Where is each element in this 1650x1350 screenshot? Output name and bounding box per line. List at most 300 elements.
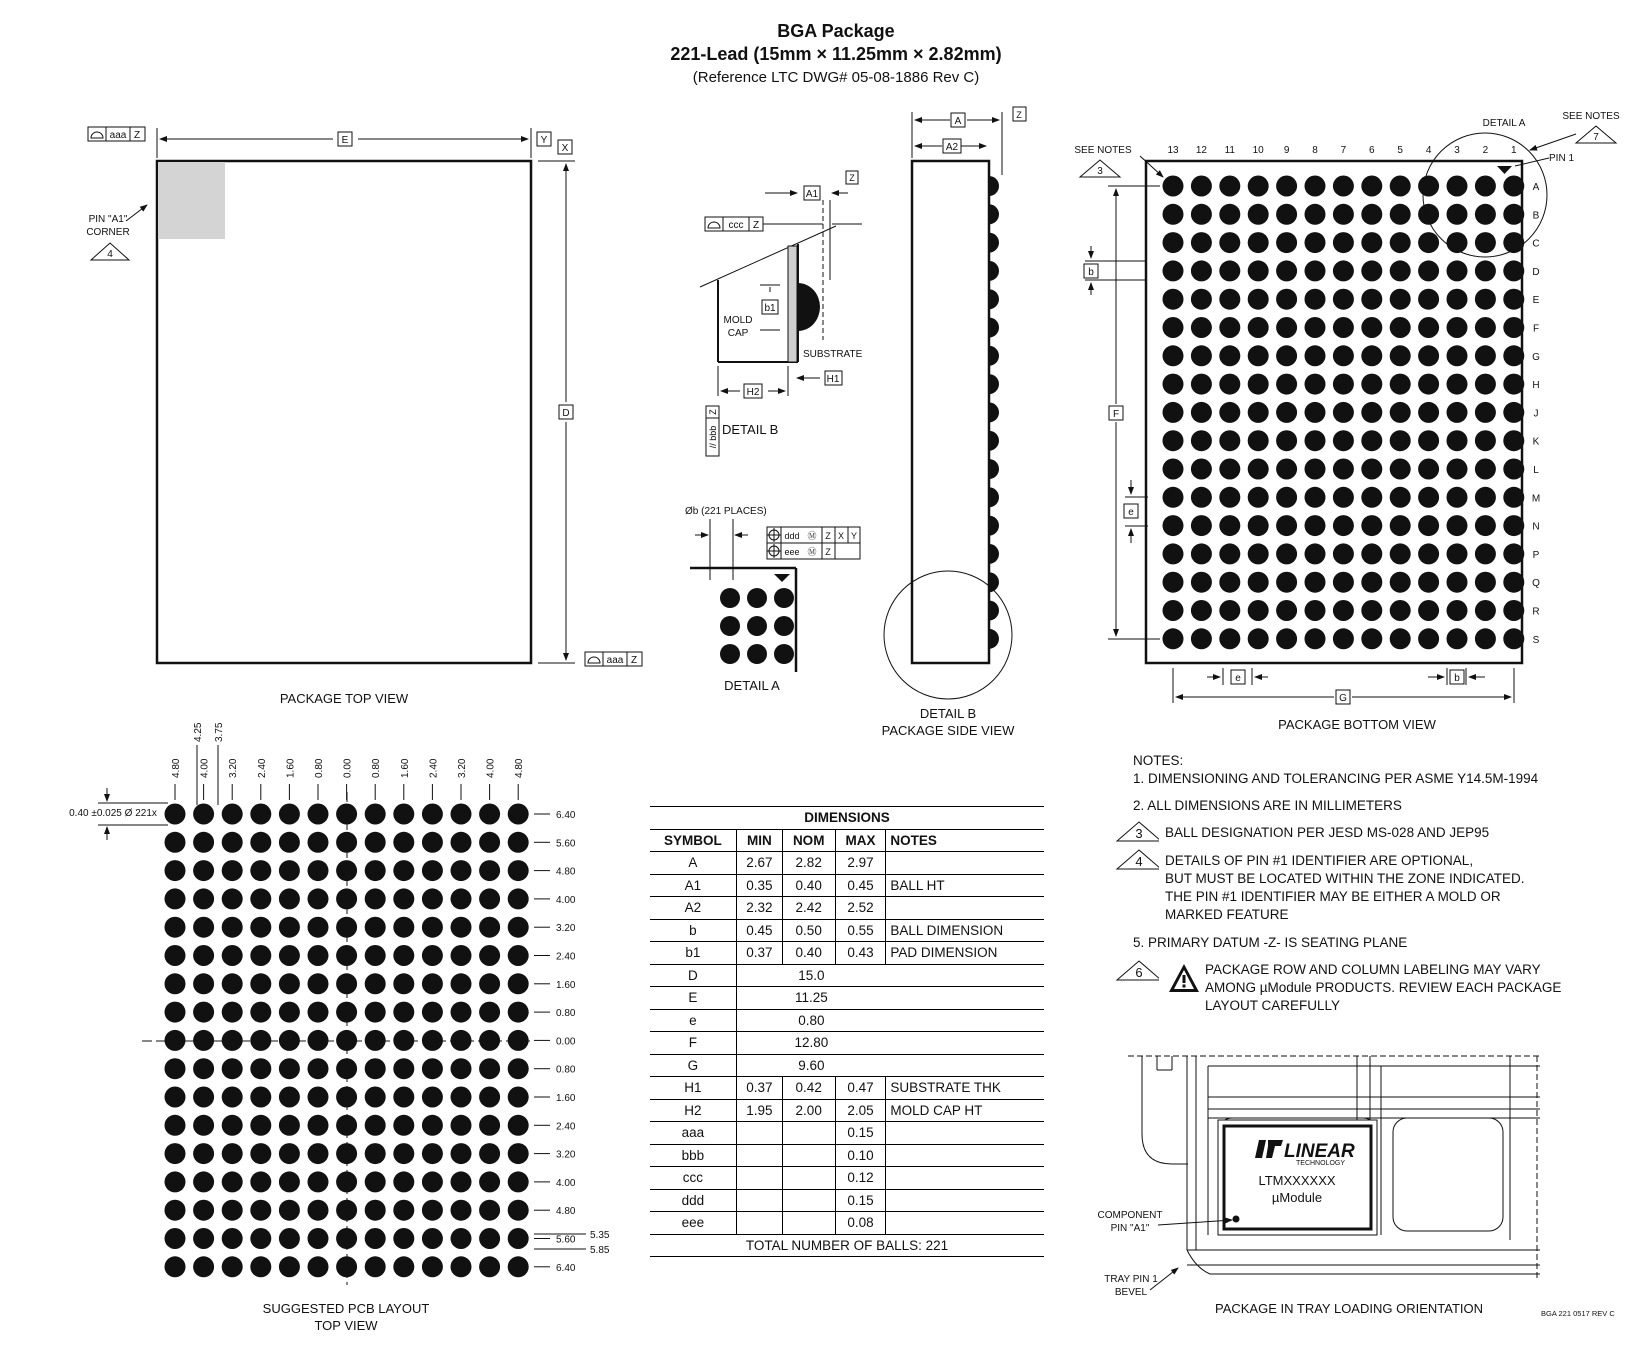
pcb-pad xyxy=(193,973,214,994)
ball xyxy=(1163,260,1184,281)
cell-symbol: E xyxy=(650,987,736,1010)
pcb-pad xyxy=(279,1228,300,1249)
table-row xyxy=(650,1099,1044,1122)
ball xyxy=(1248,628,1269,649)
detail-ball xyxy=(747,644,767,664)
ball xyxy=(1447,543,1468,564)
detail-ball xyxy=(774,588,794,608)
tol-bbb: // bbb xyxy=(708,425,718,449)
pcb-pad xyxy=(250,1002,271,1023)
pcb-pad xyxy=(451,1087,472,1108)
pcb-pad xyxy=(222,860,243,881)
pcb-row-label: 6.40 xyxy=(556,1262,576,1274)
pcb-pad xyxy=(250,860,271,881)
row-label: D xyxy=(1532,266,1540,278)
pcb-pad xyxy=(193,945,214,966)
note-3-triangle-icon xyxy=(1115,820,1159,842)
ball xyxy=(1503,543,1524,564)
ball xyxy=(1361,515,1382,536)
ball xyxy=(1248,572,1269,593)
ball xyxy=(1191,204,1212,225)
logo-text: LINEAR xyxy=(1284,1141,1355,1162)
pcb-pad xyxy=(508,860,529,881)
ball xyxy=(1248,204,1269,225)
pcb-col-label: 4.80 xyxy=(171,758,182,778)
ball xyxy=(1333,600,1354,621)
pcb-pad xyxy=(422,804,443,825)
ball xyxy=(1276,430,1297,451)
cell-notes xyxy=(886,1054,1044,1077)
table-row xyxy=(650,1144,1044,1167)
pcb-pad xyxy=(393,1171,414,1192)
side-ball xyxy=(989,204,999,224)
pcb-pad xyxy=(393,804,414,825)
dim-a2: A2 xyxy=(945,142,959,153)
ball xyxy=(1390,572,1411,593)
ball xyxy=(1248,232,1269,253)
tray-drawing xyxy=(1098,1056,1616,1318)
pcb-pad xyxy=(165,1200,186,1221)
side-body xyxy=(912,161,989,663)
dim-e-label: E xyxy=(341,135,349,146)
side-ball xyxy=(989,487,999,507)
ball xyxy=(1163,232,1184,253)
pcb-pad xyxy=(508,1171,529,1192)
pcb-pad xyxy=(279,1115,300,1136)
cell-min: 2.67 xyxy=(736,852,782,875)
col-nom: NOM xyxy=(782,829,835,852)
column-label: 11 xyxy=(1224,145,1235,156)
ball xyxy=(1475,345,1496,366)
side-ball xyxy=(989,346,999,366)
row-label: J xyxy=(1533,408,1539,420)
ball xyxy=(1361,543,1382,564)
ball xyxy=(1191,345,1212,366)
pcb-pad xyxy=(451,1228,472,1249)
ball xyxy=(1503,176,1524,197)
pcb-pad xyxy=(336,1030,357,1051)
pcb-col-label: 3.20 xyxy=(457,758,468,778)
component-pin-label: COMPONENT xyxy=(1097,1210,1163,1221)
pcb-pad xyxy=(308,1143,329,1164)
pcb-pad xyxy=(336,860,357,881)
cell-max: 0.43 xyxy=(835,942,886,965)
pcb-pad xyxy=(479,945,500,966)
pcb-pad xyxy=(165,1143,186,1164)
pcb-pad xyxy=(365,945,386,966)
ball xyxy=(1447,176,1468,197)
ball xyxy=(1191,232,1212,253)
cell-max: 0.12 xyxy=(835,1167,886,1190)
pcb-pad xyxy=(250,1087,271,1108)
pcb-pad xyxy=(250,804,271,825)
pcb-pad xyxy=(451,973,472,994)
tol-aaa-right: aaa xyxy=(606,655,624,666)
cell-notes: BALL HT xyxy=(886,874,1044,897)
pcb-pad xyxy=(193,1030,214,1051)
note-4-triangle-icon xyxy=(1115,848,1159,870)
pcb-pad xyxy=(479,1087,500,1108)
pcb-pad xyxy=(451,1200,472,1221)
pcb-pad xyxy=(365,1200,386,1221)
pcb-pad xyxy=(508,804,529,825)
pin-a1-corner-label: CORNER xyxy=(86,227,130,238)
pcb-pad xyxy=(422,1115,443,1136)
col-min: MIN xyxy=(736,829,782,852)
ball xyxy=(1503,374,1524,395)
pcb-pad xyxy=(279,804,300,825)
pcb-pad xyxy=(479,1058,500,1079)
note-3-marker: 3 xyxy=(1097,166,1103,177)
pcb-pad xyxy=(451,1058,472,1079)
pcb-row-label: 1.60 xyxy=(556,979,576,991)
pcb-pad xyxy=(479,1200,500,1221)
cell-notes xyxy=(886,1189,1044,1212)
pcb-pad xyxy=(393,1143,414,1164)
ball xyxy=(1447,317,1468,338)
pcb-row-labels xyxy=(534,810,610,1274)
ball xyxy=(1447,430,1468,451)
mold-cap-label-2: CAP xyxy=(727,328,749,339)
pcb-pad xyxy=(365,1087,386,1108)
pcb-pad xyxy=(336,1200,357,1221)
pcb-pad xyxy=(393,1002,414,1023)
ball xyxy=(1191,515,1212,536)
pcb-pad xyxy=(508,1002,529,1023)
pcb-pad xyxy=(308,1228,329,1249)
datum-y: Y xyxy=(540,135,548,146)
cell-max: 0.15 xyxy=(835,1122,886,1145)
pin-a1-label: PIN "A1" xyxy=(88,214,128,225)
ball xyxy=(1418,430,1439,451)
ball xyxy=(1475,628,1496,649)
ball xyxy=(1475,402,1496,423)
cell-notes xyxy=(886,1167,1044,1190)
ball xyxy=(1219,374,1240,395)
detail-b xyxy=(700,171,863,456)
pcb-pad xyxy=(193,832,214,853)
bottom-view-caption: PACKAGE BOTTOM VIEW xyxy=(1278,717,1436,732)
pcb-pad xyxy=(422,860,443,881)
ball xyxy=(1418,176,1439,197)
ball xyxy=(1333,459,1354,480)
pcb-pad xyxy=(250,945,271,966)
ball xyxy=(1219,345,1240,366)
cell-nom: 2.00 xyxy=(782,1099,835,1122)
ball xyxy=(1361,628,1382,649)
pcb-pad xyxy=(393,945,414,966)
pcb-pad xyxy=(479,1171,500,1192)
ccc-datum-z: Z xyxy=(752,220,760,231)
ball xyxy=(1503,289,1524,310)
pcb-pad xyxy=(250,917,271,938)
cell-max: 2.97 xyxy=(835,852,886,875)
pcb-pad xyxy=(308,1002,329,1023)
ball xyxy=(1333,232,1354,253)
ball xyxy=(1248,459,1269,480)
row-label: F xyxy=(1532,323,1540,335)
ball xyxy=(1475,232,1496,253)
ball xyxy=(1333,430,1354,451)
pcb-pad xyxy=(193,1171,214,1192)
ball xyxy=(1191,289,1212,310)
side-ball xyxy=(989,544,999,564)
pcb-pad xyxy=(393,1200,414,1221)
mold-cap-label: MOLD xyxy=(723,315,753,326)
pcb-pad xyxy=(165,1115,186,1136)
ball xyxy=(1191,487,1212,508)
pcb-pad xyxy=(193,1200,214,1221)
ball xyxy=(1276,374,1297,395)
cell-symbol: bbb xyxy=(650,1144,736,1167)
datum-z-right: Z xyxy=(630,655,638,666)
pcb-pad xyxy=(165,945,186,966)
detail-b-caption: DETAIL B xyxy=(722,422,779,437)
side-caption-1: DETAIL B xyxy=(919,706,977,721)
table-row xyxy=(650,919,1044,942)
ball xyxy=(1390,600,1411,621)
pcb-caption-1: SUGGESTED PCB LAYOUT xyxy=(262,1301,430,1316)
pcb-row-label: 4.80 xyxy=(556,1206,576,1218)
pcb-row-label: 0.80 xyxy=(556,1064,576,1076)
cell-symbol: b1 xyxy=(650,942,736,965)
pcb-pad xyxy=(393,860,414,881)
note-6-line-1: PACKAGE ROW AND COLUMN LABELING MAY VARY xyxy=(1205,962,1541,977)
ball xyxy=(1447,204,1468,225)
solder-ball xyxy=(798,283,820,331)
pcb-pad xyxy=(222,1200,243,1221)
detail-ball xyxy=(720,616,740,636)
ball xyxy=(1163,628,1184,649)
pcb-pad xyxy=(479,1228,500,1249)
pcb-pad xyxy=(365,917,386,938)
pin1-marker xyxy=(774,574,790,582)
cell-notes xyxy=(886,1009,1044,1032)
tol-aaa-top: aaa xyxy=(109,130,127,141)
ball xyxy=(1219,204,1240,225)
ball xyxy=(1191,402,1212,423)
pcb-pad xyxy=(508,1228,529,1249)
detail-ball xyxy=(720,644,740,664)
ball xyxy=(1305,204,1326,225)
pcb-pad xyxy=(422,1143,443,1164)
ball xyxy=(1276,487,1297,508)
pcb-pad xyxy=(165,888,186,909)
ball xyxy=(1361,487,1382,508)
ball xyxy=(1418,515,1439,536)
cell-nom xyxy=(782,1122,835,1145)
pcb-pad xyxy=(336,832,357,853)
note-5: 5. PRIMARY DATUM -Z- IS SEATING PLANE xyxy=(1133,935,1408,950)
pcb-pad xyxy=(193,1115,214,1136)
table-body xyxy=(650,852,1044,1235)
cell-symbol: A2 xyxy=(650,897,736,920)
pcb-pad xyxy=(279,832,300,853)
pcb-col-label: 0.80 xyxy=(314,758,325,778)
ball xyxy=(1447,515,1468,536)
row-label: H xyxy=(1532,380,1540,392)
cell-min: 0.37 xyxy=(736,1077,782,1100)
cell-span: 11.25 xyxy=(736,987,886,1010)
table-row xyxy=(650,1077,1044,1100)
ball xyxy=(1418,572,1439,593)
pcb-pad xyxy=(336,1002,357,1023)
table-row xyxy=(650,1032,1044,1055)
pcb-pad xyxy=(365,1030,386,1051)
ball xyxy=(1248,487,1269,508)
row-label: M xyxy=(1531,493,1541,505)
table-row xyxy=(650,1167,1044,1190)
cell-span: 12.80 xyxy=(736,1032,886,1055)
ball xyxy=(1163,204,1184,225)
pcb-pad xyxy=(336,1171,357,1192)
dim-b-bottom: b xyxy=(1454,673,1460,684)
pcb-pad xyxy=(222,832,243,853)
pcb-pad xyxy=(279,1143,300,1164)
ball xyxy=(1305,430,1326,451)
detail-ball xyxy=(774,616,794,636)
ball xyxy=(1475,515,1496,536)
table-row xyxy=(650,852,1044,875)
pcb-col-label: 4.80 xyxy=(514,758,526,778)
pcb-pad xyxy=(451,945,472,966)
ball xyxy=(1219,628,1240,649)
table-row xyxy=(650,897,1044,920)
pcb-pad xyxy=(193,860,214,881)
ball xyxy=(1390,628,1411,649)
dim-h2: H2 xyxy=(746,387,760,398)
ball xyxy=(1305,232,1326,253)
fcf-eee: eee xyxy=(784,547,800,557)
pcb-pad xyxy=(336,888,357,909)
cell-max: 0.45 xyxy=(835,874,886,897)
pcb-pad xyxy=(308,1200,329,1221)
ball xyxy=(1333,572,1354,593)
cell-symbol: D xyxy=(650,964,736,987)
pcb-pad xyxy=(165,917,186,938)
detail-ball xyxy=(774,644,794,664)
ball xyxy=(1276,232,1297,253)
ball xyxy=(1361,317,1382,338)
ball xyxy=(1503,487,1524,508)
col-notes: NOTES xyxy=(886,829,1044,852)
pcb-pad xyxy=(250,1115,271,1136)
pcb-pad xyxy=(393,1087,414,1108)
ball-callout: Øb (221 PLACES) xyxy=(685,506,767,517)
ball xyxy=(1503,204,1524,225)
ball xyxy=(1447,628,1468,649)
ball xyxy=(1447,600,1468,621)
cell-max: 0.10 xyxy=(835,1144,886,1167)
cell-min xyxy=(736,1122,782,1145)
pcb-pad xyxy=(250,1143,271,1164)
ball xyxy=(1390,345,1411,366)
ball xyxy=(1305,600,1326,621)
part-number: LTMXXXXXX xyxy=(1258,1173,1336,1188)
pcb-pad xyxy=(308,1171,329,1192)
pcb-pad xyxy=(451,1115,472,1136)
fcf-ddd: ddd xyxy=(784,531,800,541)
pcb-pad xyxy=(193,804,214,825)
cell-max: 0.47 xyxy=(835,1077,886,1100)
ball xyxy=(1503,628,1524,649)
pcb-extra-row-label: 5.35 xyxy=(590,1230,610,1241)
note-2: 2. ALL DIMENSIONS ARE IN MILLIMETERS xyxy=(1133,798,1402,813)
ball xyxy=(1390,260,1411,281)
pcb-row-label: 3.20 xyxy=(556,923,576,935)
ball xyxy=(1219,543,1240,564)
column-label: 2 xyxy=(1482,145,1489,156)
column-label: 1 xyxy=(1511,145,1517,156)
tol-ccc: ccc xyxy=(728,220,744,231)
side-ball xyxy=(989,289,999,309)
side-ball xyxy=(989,374,999,394)
ball xyxy=(1361,289,1382,310)
ball xyxy=(1503,572,1524,593)
pcb-pad xyxy=(508,1256,529,1277)
cell-nom: 0.40 xyxy=(782,942,835,965)
ball xyxy=(1191,176,1212,197)
pcb-pad xyxy=(365,832,386,853)
ball xyxy=(1219,572,1240,593)
ball xyxy=(1475,260,1496,281)
ball xyxy=(1333,345,1354,366)
ball xyxy=(1390,515,1411,536)
ball xyxy=(1418,628,1439,649)
pcb-pad xyxy=(393,917,414,938)
table-row xyxy=(650,1122,1044,1145)
ball xyxy=(1503,515,1524,536)
ball xyxy=(1305,176,1326,197)
pcb-pad xyxy=(222,888,243,909)
row-label: B xyxy=(1532,210,1540,222)
pcb-pad xyxy=(393,1228,414,1249)
column-label: 4 xyxy=(1425,145,1432,156)
pcb-col-label: 4.00 xyxy=(485,758,497,778)
ball xyxy=(1475,459,1496,480)
pcb-pad xyxy=(250,888,271,909)
column-label: 7 xyxy=(1340,145,1347,156)
note-1: 1. DIMENSIONING AND TOLERANCING PER ASME Y14.5M-1994 xyxy=(1133,771,1539,786)
pcb-pad xyxy=(422,1171,443,1192)
pcb-pad xyxy=(193,1058,214,1079)
pcb-pad xyxy=(250,1228,271,1249)
pcb-pad xyxy=(165,1228,186,1249)
ball xyxy=(1163,459,1184,480)
cell-symbol: H1 xyxy=(650,1077,736,1100)
note-6 xyxy=(1133,961,1603,1015)
cell-nom: 2.82 xyxy=(782,852,835,875)
pcb-pad xyxy=(222,1143,243,1164)
ball xyxy=(1390,459,1411,480)
ball xyxy=(1418,232,1439,253)
side-ball xyxy=(989,459,999,479)
side-ball xyxy=(989,431,999,451)
ball xyxy=(1447,374,1468,395)
cell-notes: SUBSTRATE THK xyxy=(886,1077,1044,1100)
ball xyxy=(1191,572,1212,593)
pcb-pad xyxy=(422,1087,443,1108)
column-label: 10 xyxy=(1252,145,1264,156)
pcb-pad xyxy=(165,1030,186,1051)
pcb-pad xyxy=(336,1143,357,1164)
ball xyxy=(1163,487,1184,508)
ball xyxy=(1219,260,1240,281)
ball xyxy=(1248,430,1269,451)
ball xyxy=(1333,289,1354,310)
ball xyxy=(1191,600,1212,621)
cell-min xyxy=(736,1189,782,1212)
